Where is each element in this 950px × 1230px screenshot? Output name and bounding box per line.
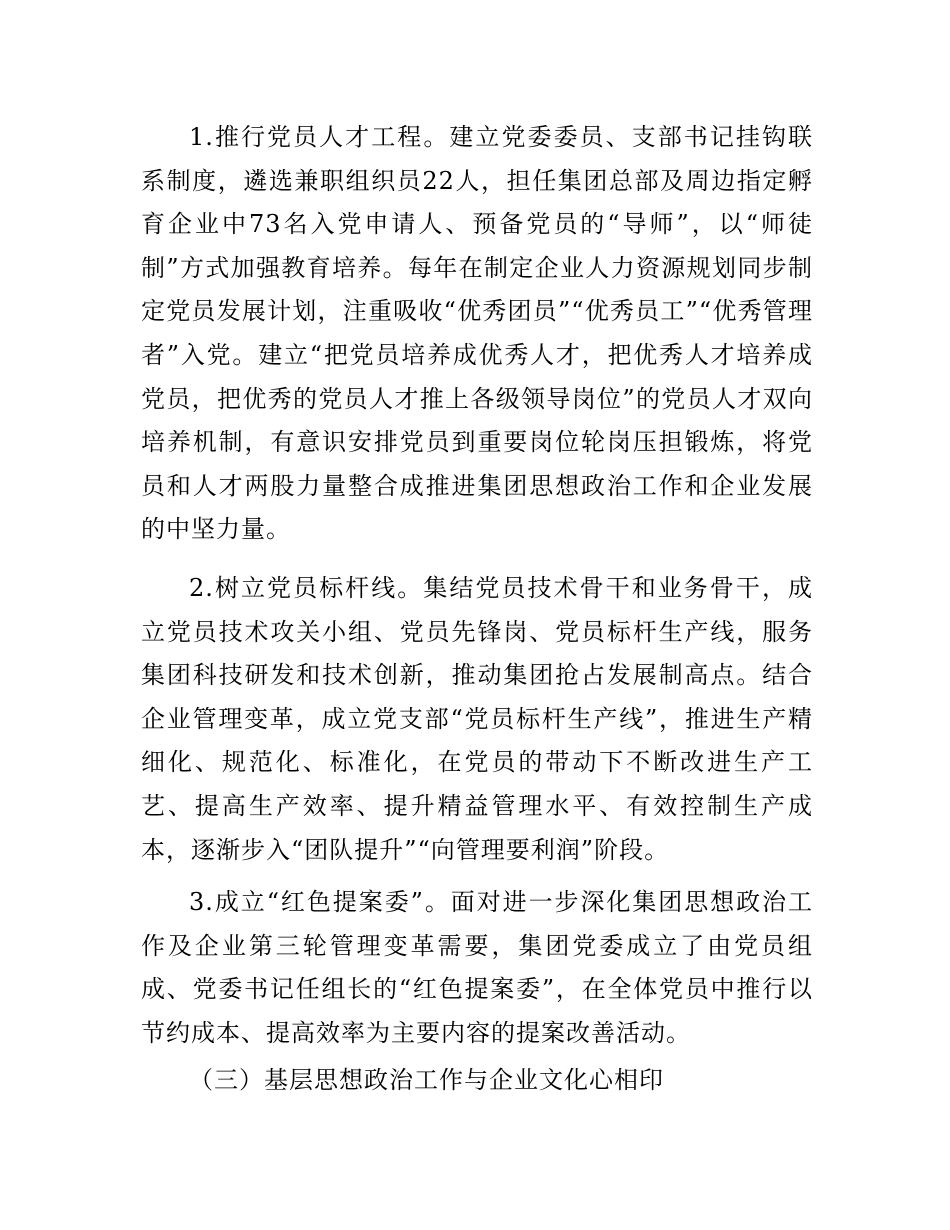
paragraph-talent-project: 1.推行党员人才工程。建立党委委员、支部书记挂钩联系制度，遴选兼职组织员22人，担任集团总部及周边指定孵育企业中73名入党申请人、预备党员的“导师”，以“师徒制”方式加强教育培养。每年在制定企业人力资源规划同步制定党员发展计划，注重吸收“优秀团员”“优秀员工”“优秀管理者”入党。建立“把党员培养成优秀人才，把优秀人才培养成党员，把优秀的党员人才推上各级领导岗位”的党员人才双向培养机制，有意识安排党员到重要岗位轮岗压担锻炼，将党员和人才两股力量整合成推进集团思想政治工作和企业发展的中坚力量。: [141, 123, 813, 544]
paragraph-red-proposal-committee: 3.成立“红色提案委”。面对进一步深化集团思想政治工作及企业第三轮管理变革需要，集团党委成立了由党员组成、党委书记任组长的“红色提案委”，在全体党员中推行以节约成本、提高效率为主要内容的提案改善活动。: [141, 888, 813, 1047]
section-heading: （三）基层思想政治工作与企业文化心相印: [189, 1066, 664, 1094]
paragraph-benchmark-line: 2.树立党员标杆线。集结党员技术骨干和业务骨干，成立党员技术攻关小组、党员先锋岗、党员标杆生产线，服务集团科技研发和技术创新，推动集团抢占发展制高点。结合企业管理变革，成立党支部“党员标杆生产线”，推进生产精细化、规范化、标准化，在党员的带动下不断改进生产工艺、提高生产效率、提升精益管理水平、有效控制生产成本，逐渐步入“团队提升”“向管理要利润”阶段。: [141, 574, 813, 864]
